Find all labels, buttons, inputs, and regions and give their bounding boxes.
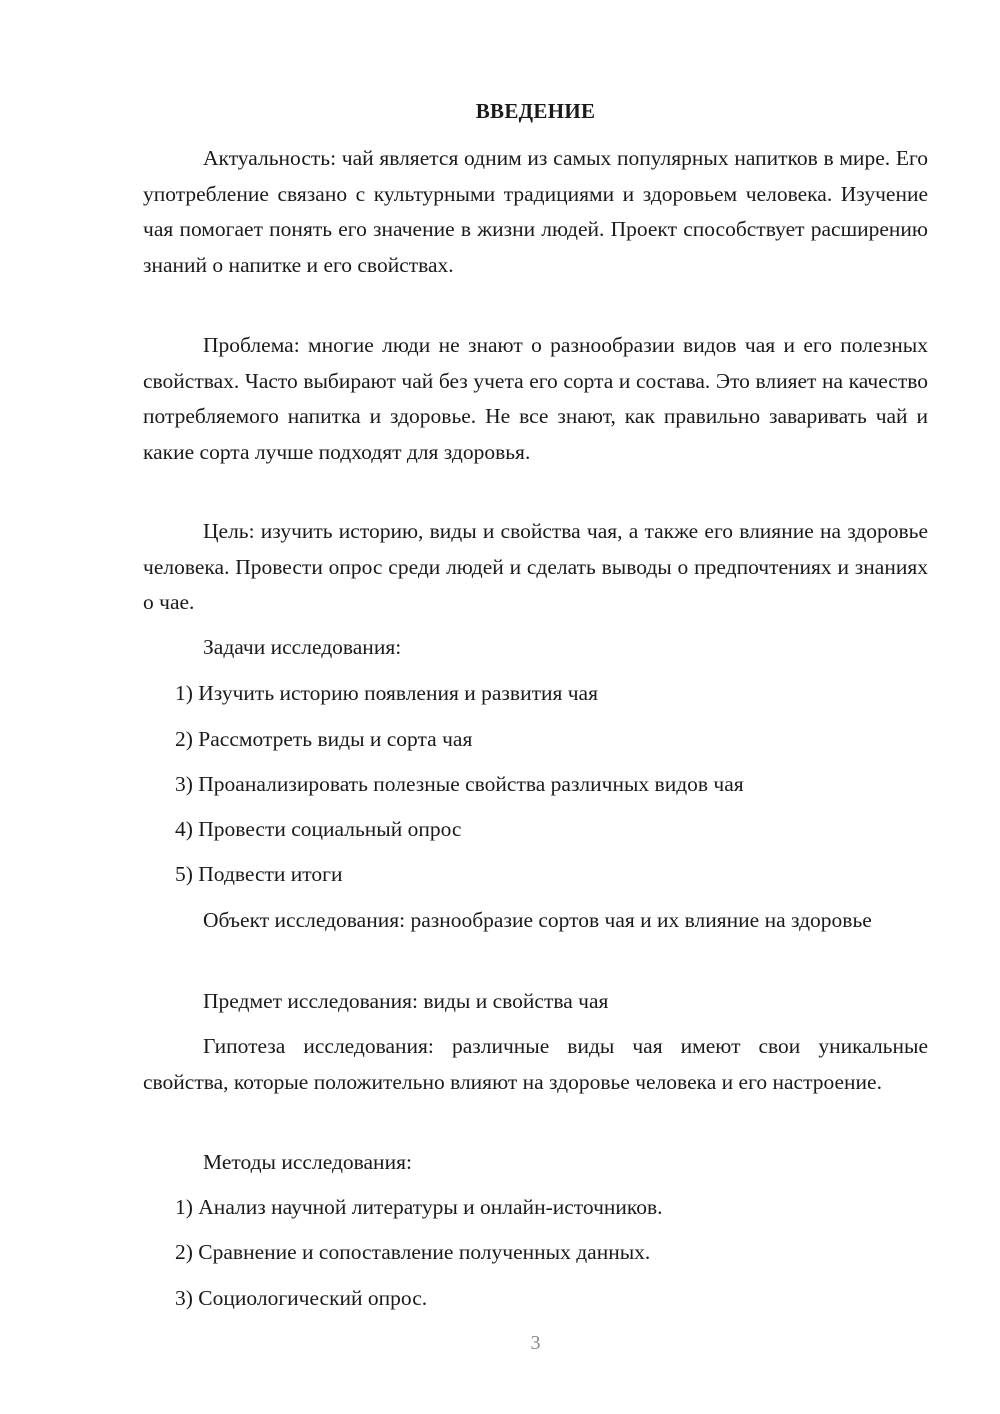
- page-title: ВВЕДЕНИЕ: [475, 99, 596, 123]
- tasks-heading: Задачи исследования:: [203, 635, 402, 659]
- list-item: 4) Провести социальный опрос: [175, 817, 462, 841]
- paragraph-goal: Цель: изучить историю, виды и свойства чая, а также его влияние на здоровье человека. Провести опрос среди людей и сделать выводы о предпочтениях и знаниях о чае.: [143, 519, 928, 614]
- page-number: 3: [530, 1332, 541, 1354]
- paragraph-problem: Проблема: многие люди не знают о разнообразии видов чая и его полезных свойствах. Часто выбирают чай без учета его сорта и состава. Это влияет на качество потребляемого напитка и здоровье. Не все знают, как правильно заваривать чай и какие сорта лучше подходят для здоровья.: [143, 333, 928, 464]
- paragraph-object: Объект исследования: разнообразие сортов чая и их влияние на здоровье: [203, 908, 872, 932]
- paragraph-hypothesis: Гипотеза исследования: различные виды чая имеют свои уникальные свойства, которые положительно влияют на здоровье человека и его настроение.: [143, 1034, 928, 1094]
- list-item: 2) Рассмотреть виды и сорта чая: [175, 727, 473, 751]
- list-item: 5) Подвести итоги: [175, 862, 343, 886]
- list-item: 1) Анализ научной литературы и онлайн-источников.: [175, 1195, 663, 1219]
- list-item: 3) Социологический опрос.: [175, 1286, 428, 1310]
- methods-heading: Методы исследования:: [203, 1150, 412, 1174]
- list-item: 2) Сравнение и сопоставление полученных данных.: [175, 1240, 651, 1264]
- list-item: 1) Изучить историю появления и развития чая: [175, 681, 598, 705]
- paragraph-subject: Предмет исследования: виды и свойства чая: [203, 989, 609, 1013]
- list-item: 3) Проанализировать полезные свойства различных видов чая: [175, 772, 744, 796]
- paragraph-relevance: Актуальность: чай является одним из самых популярных напитков в мире. Его употребление связано с культурными традициями и здоровьем человека. Изучение чая помогает понять его значение в жизни людей. Проект способствует расширению знаний о напитке и его свойствах.: [143, 146, 928, 277]
